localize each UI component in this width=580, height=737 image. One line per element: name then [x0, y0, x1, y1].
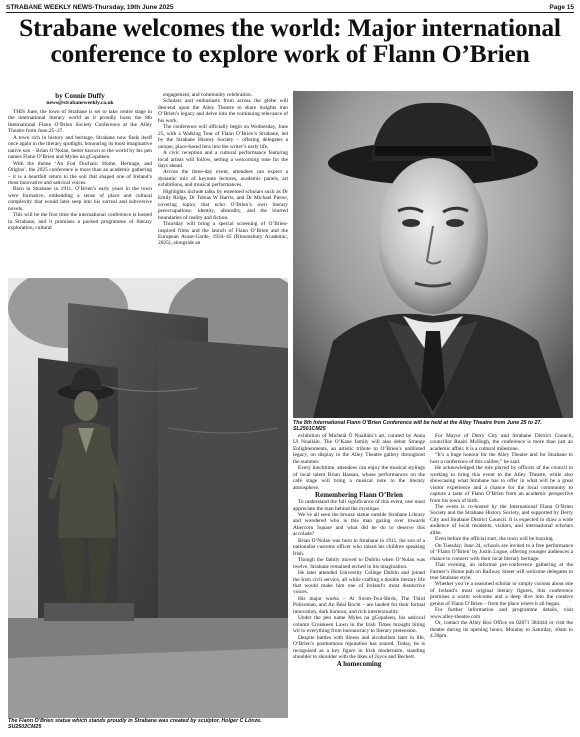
article-paragraph: That evening, an informal pre-conference gathering at the Farmer’s Home pub on Railway Street will welcome delegates in true Strabane style.	[430, 562, 573, 581]
page-number: Page 15	[549, 4, 574, 11]
column-1	[8, 92, 152, 292]
article-paragraph: Or, contact the Alley Box Office on 02871 384444 or visit the theatre during its opening hours, Monday to Saturday, 10am to 4.30pm.	[430, 620, 573, 640]
article-paragraph: His major works – At Swim-Two-Birds, The Third Policeman, and An Béal Bocht – are lauded for their formal innovation, dark humour, and rich intertextuality.	[293, 595, 425, 615]
article-paragraph: On Tuesday, June 24, schools are invited to a free performance of ‘Flann O’Brien’ by Justin Logue, offering younger audiences a chance to connect with their local literary heritage.	[430, 542, 573, 562]
article-paragraph: Scholars and enthusiasts from across the globe will descend upon the Alley Theatre to share insights into O’Brien’s legacy and delve into the continuing relevance of his work.	[158, 98, 288, 124]
subhead-remembering: Remembering Flann O’Brien	[315, 491, 403, 500]
article-paragraph: For further information and programme details, visit www.alley-theatre.com	[430, 607, 573, 620]
subhead-homecoming: A homecoming	[336, 660, 382, 669]
article-paragraph: Born in Strabane in 1911, O’Brien’s early years in the town were formative, embedding a sense of place and cultural complexity that would later seep into his surreal and subversive novels.	[8, 186, 152, 212]
article-paragraph: The event is co-hosted by the International Flann O’Brien Society and the Strabane History Society, and supported by Derry City and Strabane District Council. It is expected to draw a wide audience of local residents, visitors, and international scholars alike.	[430, 503, 573, 536]
column-3-paragraphs	[430, 433, 573, 640]
byline-author: by Connie Duffy	[55, 92, 105, 100]
article-paragraph: He acknowledged the role played by officers of the council in working to bring this event to the Alley Theatre, while also showcasing what Strabane has to offer in what will be a great visitor experience and a chance for the local community to capture a taste of Flann O’Brien from an academic perspective from his town of birth.	[430, 465, 573, 504]
portrait-photo	[293, 91, 573, 418]
article-paragraph: For Mayor of Derry City and Strabane District Council, councillor Ruairi McHugh, the conference is more than just an academic affair, it is a cultural milestone.	[430, 433, 573, 452]
page-header	[6, 3, 574, 13]
column-2c-paragraphs	[293, 499, 425, 660]
article-paragraph: Highlights include talks by esteemed scholars such as Dr Emily Ridge, Dr Tobias W Harris, and Dr Michael Pierse, covering topics that echo O’Brien’s own literary preoccupations: identity, absurdity, and the blurred boundaries of reality and fiction.	[158, 188, 288, 221]
article-paragraph: We’ve all seen the bronze statue outside Strabane Library and wondered who is this man gazing over towards Abercorn Square and what did he do to deserve this accolade?	[293, 511, 425, 538]
article-paragraph: Though the family moved to Dublin when O’Nolan was twelve, Strabane remained etched in his imagination.	[293, 557, 425, 570]
article-paragraph: Even before the official start, the town will be buzzing.	[435, 536, 554, 543]
article-paragraph: He later attended University College Dublin and joined the Irish civil service, all while crafting a double literary life that would make him one of Ireland’s most distinctive voices.	[293, 570, 425, 596]
article-paragraph: A civic reception and a cultural performance featuring local artists will follow, setting a welcoming tone for the days ahead.	[158, 150, 288, 169]
article-paragraph: Across the three-day event, attendees can expect a dynamic mix of keynote lectures, academic panels, art exhibitions, and musical performances.	[158, 169, 288, 189]
portrait-caption: The 8th International Flann O’Brien Conference will be held at the Alley Theatre from June 25 to 27. SL2501CM25	[293, 420, 573, 432]
statue-photo	[8, 278, 288, 718]
column-1-paragraphs	[8, 109, 152, 232]
article-paragraph: To understand the full significance of this event, one must appreciate the man behind the mystique.	[293, 499, 425, 512]
headline: Strabane welcomes the world: Major international conference to explore work of Flann O’Brien	[19, 13, 561, 68]
article-paragraph: THIS June, the town of Strabane is set to take centre stage in the international literary world as it proudly hosts the 8th International Flann O’Brien Society Conference at the Alley Theatre from June 25–27.	[8, 109, 152, 135]
column-2	[158, 92, 288, 277]
article-paragraph: engagement, and community celebration.	[163, 92, 253, 98]
article-paragraph: “It’s a huge honour for the Alley Theatre and for Strabane to host a conference of this calibre,” he said.	[430, 452, 573, 465]
article-paragraph: Brian O’Nolan was born in Strabane in 1911, the son of a nationalist customs officer who raised his children speaking Irish.	[293, 537, 425, 557]
article-paragraph: This will be the first time the international conference is hosted in Strabane, and it promises a packed programme of literary exploration, cultural	[8, 212, 152, 232]
column-2-lower	[293, 433, 425, 733]
article-paragraph: A town rich in history and heritage, Strabane now finds itself once again in the literary spotlight, honouring its most imaginative native son – Brian O’Nolan, better known to the world by his pen names Flann O’Brien and Myles na gCopaleen.	[8, 134, 152, 161]
article-paragraph: Every lunchtime, attendees can enjoy the musical stylings of local talent Brian Hassan, whose performances on the café stage will bring a musical note to the literary atmosphere.	[293, 465, 425, 491]
article-paragraph: The conference will officially begin on Wednesday, June 25, with a Walking Tour of Flann O’Brien’s Strabane, led by the Strabane History Society – offering delegates a unique, place-based lens into the writer’s early life.	[158, 124, 288, 150]
column-2-paragraphs	[158, 92, 288, 247]
statue-caption: The Flann O’Brien statue which stands proudly in Strabane was created by sculptor, Holger C Lönze. SU2502CM25	[8, 718, 288, 730]
header-dateline: STRABANE WEEKLY NEWS-Thursday, 19th June 2025	[6, 4, 174, 11]
article-paragraph: With the theme ‘An Fod Duchais: Home, Heritage, and Origins’, the 2025 conference is more than an academic gathering – it is a heartfelt return to the soil that shaped one of Ireland’s most innovative and satirical voices.	[8, 160, 152, 186]
article-paragraph: Under the pen name Myles na gCopaleen, his satirical column Cruiskeen Lawn in the Irish Times brought biting wit to everything from bureaucracy to literary pretension.	[293, 615, 425, 635]
article-paragraph: exhibition of Micheál Ó Nualláin’s art, curated by Anna Ui Nualláin. The O’Kane family will also debut Strange Enlightenments, an artistic tribute to O’Brien’s undiluted legacy, on display in the Alley Theatre gallery throughout the summer.	[293, 433, 425, 465]
article-paragraph: Whether you’re a seasoned scholar or simply curious about one of Ireland’s most original literary figures, this conference promises a warm welcome and a deep dive into the creative genius of Flann O’Brien – from the place where it all began.	[430, 581, 573, 607]
article-paragraph: Despite battles with illness and alcoholism later in life, O’Brien’s posthumous reputation has soared. Today, he is recognised as a key figure in Irish modernism, standing shoulder to shoulder with the likes of Joyce and Beckett.	[293, 634, 425, 660]
byline-email: news@strabaneweekly.co.uk	[46, 100, 114, 106]
article-paragraph: Thursday will bring a special screening of O’Brien-inspired films and the launch of Flann O’Brien and the European Avant-Garde, 1934–45 (Bloomsbury Academic, 2025), alongside an	[158, 221, 288, 247]
column-3	[430, 433, 573, 733]
column-2b-paragraphs	[293, 433, 425, 491]
